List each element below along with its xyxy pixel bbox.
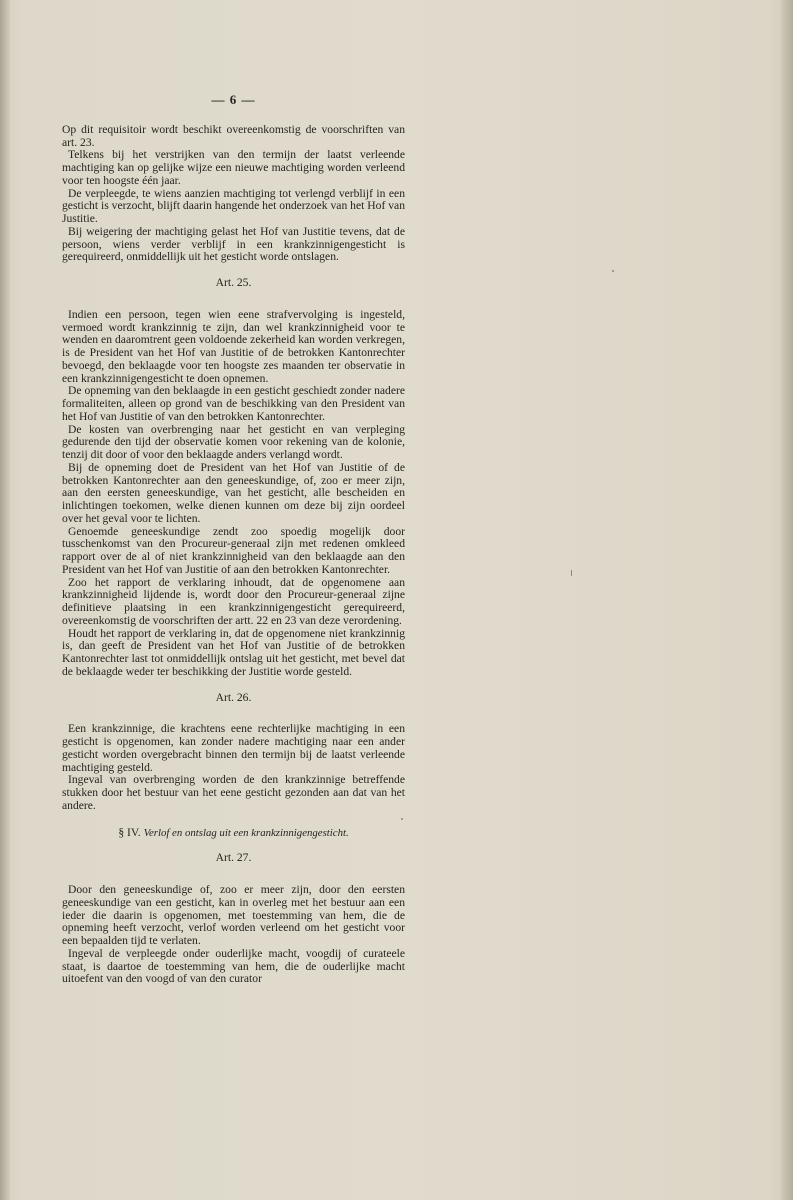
paragraph: Door den geneeskundige of, zoo er meer zijn, door den eersten geneeskundige van een gesticht, kan in overleg met het bestuur aan een ieder die daarin is opgenomen, met toestemming van hem, die de opneming heeft verzocht, verlof worden verleend om het gesticht voor een bepaalden tijd te verlaten. [62, 883, 405, 947]
paper-speck [612, 270, 614, 272]
paragraph: Op dit requisitoir wordt beschikt overeenkomstig de voorschriften van art. 23. [62, 122, 405, 149]
text-column [62, 94, 405, 986]
paragraph: Houdt het rapport de verklaring in, dat de opgenomene niet krankzinnig is, dan geeft de President van het Hof van Justitie of de betrokken Kantonrechter last tot onmiddellijk ontslag uit het gesticht, met bevel dat de beklaagde weder ter beschikking der Justitie worde gesteld. [62, 626, 405, 678]
paragraph: Genoemde geneeskundige zendt zoo spoedig mogelijk door tusschenkomst van den Procureur-generaal zijn met redenen omkleed rapport over de al of niet krankzinnigheid van den beklaagde aan den President van het Hof van Justitie of aan den betrokken Kantonrechter. [62, 524, 405, 576]
section-heading [62, 827, 405, 840]
document-body [62, 124, 405, 986]
section-number: § IV. [118, 825, 141, 839]
page-edge-right [781, 0, 793, 1200]
page-number: — 6 — [211, 92, 256, 107]
paper-speck [401, 818, 403, 820]
paragraph: De verpleegde, te wiens aanzien machtiging tot verlengd verblijf in een gesticht is verzocht, blijft daarin hangende het onderzoek van het Hof van Justitie. [62, 186, 405, 225]
article-heading: Art. 25. [215, 276, 252, 289]
page-edge-left [0, 0, 10, 1200]
article-heading: Art. 26. [215, 690, 252, 704]
paragraph: De kosten van overbrenging naar het gesticht en van verpleging gedurende den tijd der observatie komen voor rekening van de kolonie, tenzij dit door of voor den beklaagde anders verlangd wordt. [62, 422, 405, 461]
paragraph: Ingeval de verpleegde onder ouderlijke macht, voogdij of curateele staat, is daartoe de toestemming van hem, die de ouderlijke macht uitoefent van den voogd of van den curator [62, 946, 405, 986]
article-heading: Art. 27. [215, 851, 252, 865]
paragraph: Bij weigering der machtiging gelast het Hof van Justitie tevens, dat de persoon, wiens verder verblijf in een krankzinnigengesticht is gerequireerd, onmiddellijk uit het gesticht worde ontslagen. [62, 224, 405, 264]
paragraph: Telkens bij het verstrijken van den termijn der laatst verleende machtiging kan op gelijke wijze een nieuwe machtiging worden verleend voor ten hoogste één jaar. [62, 148, 405, 187]
section-title: Verlof en ontslag uit een krankzinnigengesticht. [143, 826, 349, 839]
paragraph: Ingeval van overbrenging worden de den krankzinnige betreffende stukken door het bestuur van het eene gesticht gezonden aan dat van het andere. [62, 773, 405, 812]
paragraph: Een krankzinnige, die krachtens eene rechterlijke machtiging in een gesticht is opgenomen, kan zonder nadere machtiging naar een ander gesticht worden overgebracht binnen den termijn bij de laatst verleende machtiging gesteld. [62, 722, 405, 774]
paragraph: Indien een persoon, tegen wien eene strafvervolging is ingesteld, vermoed wordt krankzinnig te zijn, dan wel krankzinnigheid voor te wenden en daaromtrent geen voldoende zekerheid kan worden verkregen, is de President van het Hof van Justitie of de betrokken Kantonrechter bevoegd, den beklaagde voor ten hoogste zes maanden ter observatie in een krankzinnigengesticht te doen opnemen. [62, 307, 405, 385]
paragraph: Bij de opneming doet de President van het Hof van Justitie of de betrokken Kantonrechter aan den geneeskundige, of, zoo er meer zijn, aan den eersten geneeskundige, van het gesticht, alle bescheiden en inlichtingen toekomen, welke dienen kunnen om deze bij zijn oordeel over het geval voor te lichten. [62, 460, 405, 525]
paragraph: Zoo het rapport de verklaring inhoudt, dat de opgenomene aan krankzinnigheid lijdende is, wordt door den Procureur-generaal zijne definitieve plaatsing in een krankzinnigengesticht gerequireerd, overeenkomstig de voorschriften der artt. 22 en 23 van deze verordening. [62, 575, 405, 627]
paper-speck [571, 570, 572, 576]
paragraph: De opneming van den beklaagde in een gesticht geschiedt zonder nadere formaliteiten, alleen op grond van de beschikking van den President van het Hof van Justitie of van den betrokken Kantonrechter. [62, 384, 405, 423]
